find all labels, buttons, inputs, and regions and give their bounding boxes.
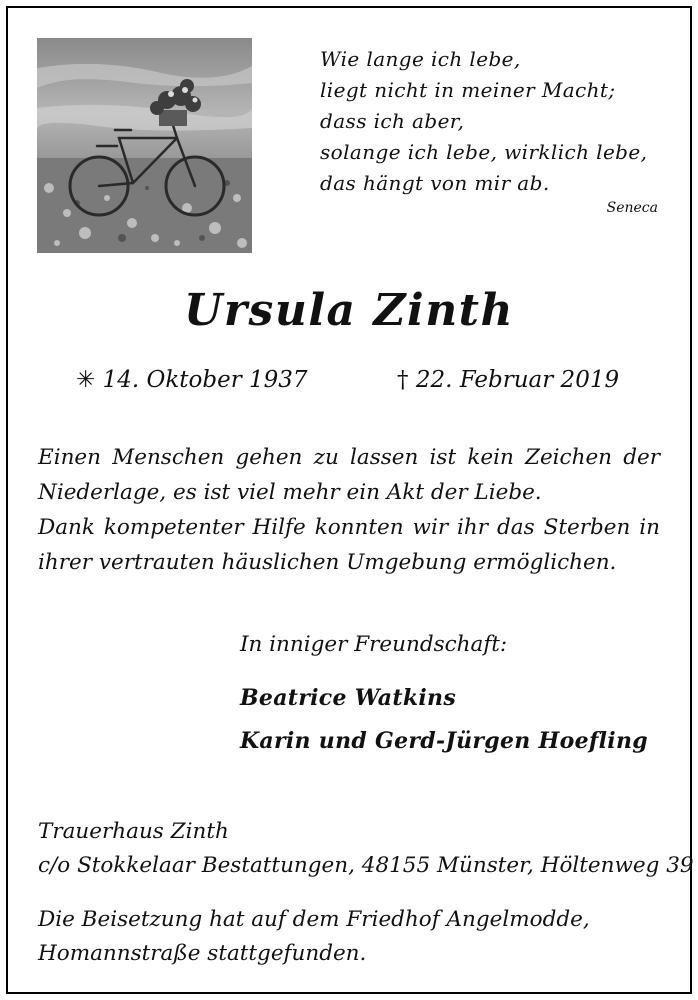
burial-line: Homannstraße stattgefunden. xyxy=(38,941,367,966)
birth-date-line xyxy=(76,367,308,393)
deceased-name: Ursula Zinth xyxy=(184,285,514,336)
poem-line: solange ich lebe, wirklich lebe, xyxy=(320,140,648,164)
burial-line: Die Beisetzung hat auf dem Friedhof Angelmodde, xyxy=(38,907,590,932)
mourning-address xyxy=(38,815,694,883)
burial-notice xyxy=(38,903,660,971)
bicycle-painting-image xyxy=(37,38,252,253)
poem-author: Seneca xyxy=(606,200,658,216)
poem-line: liegt nicht in meiner Macht; xyxy=(320,78,616,102)
death-date-line xyxy=(397,367,619,393)
birth-star-icon: ✳ xyxy=(76,367,96,393)
death-date: 22. Februar 2019 xyxy=(415,367,620,393)
poem xyxy=(320,44,660,199)
birth-date: 14. Oktober 1937 xyxy=(102,367,308,393)
condolence-message xyxy=(38,440,660,580)
message-line: Einen Menschen gehen zu lassen ist kein Zeichen der xyxy=(38,445,660,470)
address-line: Trauerhaus Zinth xyxy=(38,819,229,844)
address-line: c/o Stokkelaar Bestattungen, 48155 Münster, Höltenweg 39 xyxy=(38,853,694,878)
signoff-intro: In inniger Freundschaft: xyxy=(240,632,508,657)
message-line: Niederlage, es ist viel mehr ein Akt der Liebe. xyxy=(38,480,542,505)
signer-name: Beatrice Watkins xyxy=(240,685,457,711)
signer-name: Karin und Gerd-Jürgen Hoefling xyxy=(240,728,648,754)
poem-line: Wie lange ich lebe, xyxy=(320,47,521,71)
message-line: Dank kompetenter Hilfe konnten wir ihr das Sterben in xyxy=(38,515,660,540)
bicycle-with-flower-basket-icon xyxy=(37,38,252,253)
message-line: ihrer vertrauten häuslichen Umgebung ermöglichen. xyxy=(38,550,617,575)
poem-line: dass ich aber, xyxy=(320,109,465,133)
death-cross-icon: † xyxy=(397,367,409,393)
poem-line: das hängt von mir ab. xyxy=(320,171,550,195)
